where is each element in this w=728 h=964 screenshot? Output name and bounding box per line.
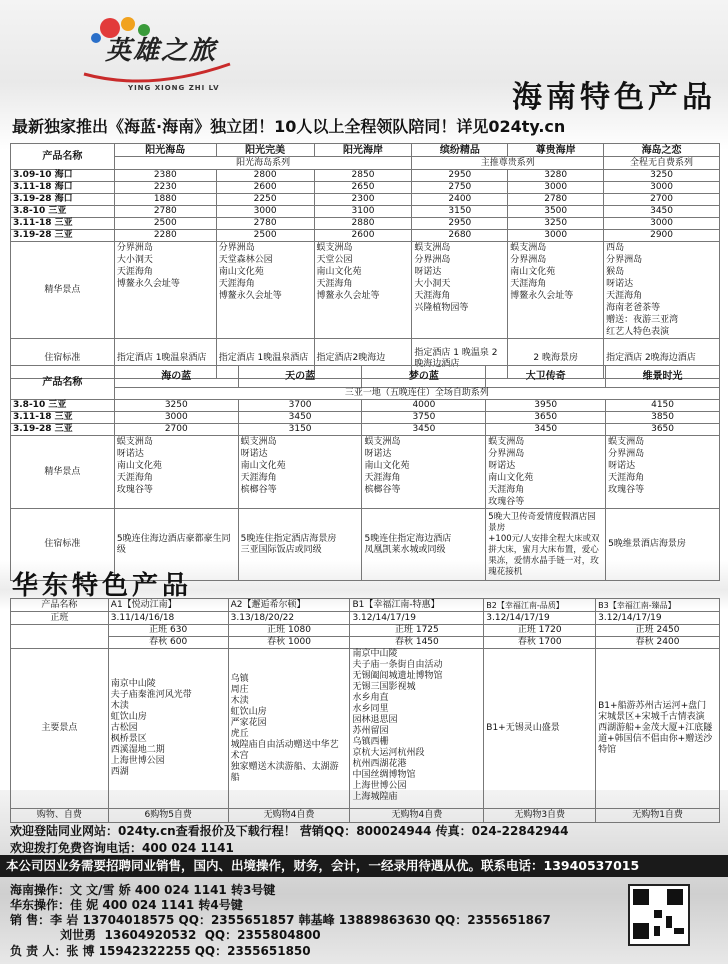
t2-spots-label: 精华景点 [11, 436, 115, 509]
spot: 天堂公园 [316, 255, 353, 265]
east-china-table [10, 598, 720, 823]
t3-shop: 无购物4自费 [350, 809, 484, 823]
spot: 天涯海角 [510, 279, 547, 289]
t3-price: 春秋 1450 [350, 637, 484, 649]
spot: 海南老爸茶等 [606, 303, 661, 313]
t3-spots-label: 主要景点 [11, 649, 109, 809]
t2-spots-cell [238, 436, 362, 509]
t2-col: 海の蓝 [114, 366, 238, 388]
price-cell: 2850 [314, 170, 412, 182]
t3-price: 春秋 1000 [228, 637, 350, 649]
price-cell: 2780 [216, 218, 314, 230]
t3-col: B2【幸福江南-品质】 [484, 599, 596, 612]
t1-col: 阳光海岸 [314, 144, 412, 157]
row-dates: 3.09-10 海口 [11, 170, 115, 182]
hainan-title: 海南特色产品 [512, 80, 716, 115]
table-row [11, 194, 720, 206]
t1-spots-cell [508, 242, 604, 339]
spot: 天堂森林公园 [218, 255, 273, 265]
east-ops: 华东操作：佳 妮 400 024 1141 转4号键 [10, 898, 243, 912]
t3-price: 春秋 600 [108, 637, 228, 649]
spot: 分界洲岛 [608, 449, 645, 459]
price-cell: 2600 [216, 182, 314, 194]
spot: 天涯海角 [414, 291, 451, 301]
price-cell: 4150 [606, 400, 720, 412]
spot: 大小洞天 [414, 279, 451, 289]
price-cell: 3450 [486, 424, 606, 436]
t1-spots-cell [604, 242, 720, 339]
price-cell: 3250 [114, 400, 238, 412]
price-cell: 2950 [412, 170, 508, 182]
price-cell: 2900 [604, 230, 720, 242]
price-cell: 2230 [114, 182, 216, 194]
t1-col: 海岛之恋 [604, 144, 720, 157]
spot: 蜈支洲岛 [510, 243, 547, 253]
price-cell: 3700 [238, 400, 362, 412]
t3-price: 春秋 1700 [484, 637, 596, 649]
t2-col: 维景时光 [606, 366, 720, 388]
t1-series: 主推尊贵系列 [412, 157, 604, 170]
price-cell: 2300 [314, 194, 412, 206]
price-cell: 2680 [412, 230, 508, 242]
logo-subtitle: YING XIONG ZHI LV [128, 84, 220, 92]
t3-shop-label: 购物、自费 [11, 809, 109, 823]
spot: 天涯海角 [316, 279, 353, 289]
spot: 蜈支洲岛 [316, 243, 353, 253]
t1-spots-cell [412, 242, 508, 339]
t1-spots-cell [216, 242, 314, 339]
price-cell: 3000 [604, 182, 720, 194]
sales-line-1: 销 售：李 岩 13704018575 QQ：2355651857 韩基峰 13889863630 QQ：2355651867 [10, 913, 551, 927]
t2-series: 三亚一地（五晚连住）全场自助系列 [114, 388, 719, 400]
spot: 南山文化苑 [488, 473, 534, 483]
t2-col: 大卫传奇 [486, 366, 606, 388]
t3-col: B3【幸福江南-臻品】 [596, 599, 720, 612]
t1-series: 阳光海岛系列 [114, 157, 412, 170]
table-row [11, 412, 720, 424]
price-cell: 2650 [314, 182, 412, 194]
t2-hotel-cell: 5晚大卫传奇爱情度假酒店园景房 +100元/人安排全程大床或双拼大床，蜜月大床布置，爱心果冻，爱情水晶手链一对，玫瑰花接机 [486, 509, 606, 581]
spot: 天涯海角 [364, 473, 401, 483]
t3-price: 正班 630 [108, 625, 228, 637]
t2-col: 天の蓝 [238, 366, 362, 388]
t2-spots-cell [362, 436, 486, 509]
t2-spots-cell [486, 436, 606, 509]
row-dates: 3.11-18 三亚 [11, 412, 115, 424]
table-row [11, 424, 720, 436]
spot: 蜈支洲岛 [608, 437, 645, 447]
table-row [11, 400, 720, 412]
spot: 西岛 [606, 243, 625, 253]
t1-price-rows [11, 170, 720, 242]
price-cell: 2600 [314, 230, 412, 242]
t1-spots-cell [314, 242, 412, 339]
price-cell: 3650 [486, 412, 606, 424]
t2-col: 梦の蓝 [362, 366, 486, 388]
t2-spots-cell [606, 436, 720, 509]
t3-sched: 3.12/14/17/19 [596, 612, 720, 625]
price-cell: 2700 [114, 424, 238, 436]
recruit-bar: 本公司因业务需要招聘同业销售，国内、出境操作，财务，会计，一经录用待遇从优。联系电话：13940537015 [0, 855, 728, 877]
t3-blank [11, 625, 109, 649]
t3-price: 春秋 2400 [596, 637, 720, 649]
spot: 天涯海角 [240, 473, 277, 483]
row-dates: 3.19-28 三亚 [11, 424, 115, 436]
t3-price: 正班 2450 [596, 625, 720, 637]
price-cell: 3150 [412, 206, 508, 218]
price-cell: 3450 [604, 206, 720, 218]
t3-shop: 无购物3自费 [484, 809, 596, 823]
table-row [11, 170, 720, 182]
price-cell: 3250 [604, 170, 720, 182]
price-cell: 2880 [314, 218, 412, 230]
t1-spots-label: 精华景点 [11, 242, 115, 339]
t3-name-label: 产品名称 [11, 599, 109, 612]
price-cell: 2400 [412, 194, 508, 206]
price-cell: 2950 [412, 218, 508, 230]
spot: 博鳌永久会址等 [218, 291, 282, 301]
price-cell: 3280 [508, 170, 604, 182]
spot: 博鳌永久会址等 [316, 291, 380, 301]
t3-price: 正班 1080 [228, 625, 350, 637]
spot: 玫瑰谷等 [488, 497, 525, 507]
price-cell: 3000 [604, 218, 720, 230]
spot: 天涯海角 [608, 473, 645, 483]
spot: 南山文化苑 [240, 461, 286, 471]
t3-sched: 3.12/14/17/19 [350, 612, 484, 625]
t3-sched: 3.13/18/20/22 [228, 612, 350, 625]
east-china-title: 华东特色产品 [12, 571, 193, 601]
price-cell: 4000 [362, 400, 486, 412]
spot: 分界洲岛 [488, 449, 525, 459]
spot: 天涯海角 [116, 267, 153, 277]
spot: 玫瑰谷等 [116, 485, 153, 495]
spot: 天涯海角 [488, 485, 525, 495]
price-cell: 3850 [606, 412, 720, 424]
spot: 分界洲岛 [116, 243, 153, 253]
spot: 分界洲岛 [414, 255, 451, 265]
spot: 呀诺达 [606, 279, 634, 289]
spot: 分界洲岛 [510, 255, 547, 265]
t3-shop: 6购物5自费 [108, 809, 228, 823]
price-cell: 3150 [238, 424, 362, 436]
table-row [11, 230, 720, 242]
price-cell: 3000 [508, 230, 604, 242]
t1-col: 尊贵海岸 [508, 144, 604, 157]
table-row [11, 218, 720, 230]
t3-sched: 3.11/14/16/18 [108, 612, 228, 625]
spot: 兴隆植物园等 [414, 303, 469, 313]
t2-hotel-cell: 5晚连住海边酒店豪都豪生同级 [114, 509, 238, 581]
t2-hotel-label: 住宿标准 [11, 509, 115, 581]
spot: 蜈支洲岛 [364, 437, 401, 447]
t1-hotel-cell: 指定酒店2晚海边 [314, 339, 412, 379]
spot: 博鳌永久会址等 [510, 291, 574, 301]
t1-hotel-cell: 指定酒店 1 晚温泉 2 晚海边酒店 [412, 339, 508, 379]
price-cell: 3450 [362, 424, 486, 436]
spot: 南山文化苑 [218, 267, 264, 277]
price-cell: 3000 [114, 412, 238, 424]
t2-hotel-cell: 5晚维景酒店海景房 [606, 509, 720, 581]
price-cell: 2780 [508, 194, 604, 206]
row-dates: 3.19-28 海口 [11, 194, 115, 206]
qr-code-icon [628, 884, 690, 946]
t3-col: B1【幸福江南-特惠】 [350, 599, 484, 612]
t3-spots-cell: 南京中山陵 夫子庙秦淮河风光带 木渎 虹饮山房 古松园 枫桥景区 西溪湿地二期 上海世博公园 西湖 [108, 649, 228, 809]
row-dates: 3.11-18 海口 [11, 182, 115, 194]
table-row [11, 182, 720, 194]
t3-spots-cell: 南京中山陵 夫子庙一条街自由活动 无锡阖闾城遗址博物馆 无锡三国影视城 水乡甪直 水乡同里 园林退思园 苏州留园 乌镇西栅 京杭大运河杭州段 杭州西湖花港 中国丝绸博物馆 上海世博公园 上海城隍庙 [350, 649, 484, 809]
price-cell: 1880 [114, 194, 216, 206]
price-cell: 2780 [114, 206, 216, 218]
hainan-table-1 [10, 143, 720, 379]
t2-spots-cell [114, 436, 238, 509]
spot: 南山文化苑 [316, 267, 362, 277]
footer-website-line: 欢迎登陆同业网站：024ty.cn查看报价及下载行程！ 营销QQ：800024944 传真：024-22842944 [10, 824, 569, 838]
t3-price: 正班 1720 [484, 625, 596, 637]
t2-hotel-cell: 5晚连住指定酒店海景房 三亚国际饭店或同级 [238, 509, 362, 581]
row-dates: 3.11-18 三亚 [11, 218, 115, 230]
spot: 大小洞天 [116, 255, 153, 265]
t1-series: 全程无自费系列 [604, 157, 720, 170]
spot: 呀诺达 [116, 449, 144, 459]
spot: 槟榔谷等 [240, 485, 277, 495]
spot: 呀诺达 [240, 449, 268, 459]
spot: 蜈支洲岛 [414, 243, 451, 253]
t2-name-label: 产品名称 [11, 366, 115, 400]
t3-sched: 3.12/14/17/19 [484, 612, 596, 625]
price-cell: 2750 [412, 182, 508, 194]
spot: 南山文化苑 [510, 267, 556, 277]
t1-name-label: 产品名称 [11, 144, 115, 170]
t1-hotel-cell: 指定酒店 1晚温泉酒店 [216, 339, 314, 379]
spot: 槟榔谷等 [364, 485, 401, 495]
t1-hotel-label: 住宿标准 [11, 339, 115, 379]
spot: 呀诺达 [608, 461, 636, 471]
t1-spots-cell [114, 242, 216, 339]
t1-col: 阳光海岛 [114, 144, 216, 157]
price-cell: 3100 [314, 206, 412, 218]
footer-hotline: 欢迎拨打免费咨询电话：400 024 1141 [10, 841, 234, 855]
spot: 博鳌永久会址等 [116, 279, 180, 289]
hainan-table-2 [10, 365, 720, 581]
t1-col: 缤纷精品 [412, 144, 508, 157]
t3-sched-label: 正班 [11, 612, 109, 625]
spot: 呀诺达 [488, 461, 516, 471]
headline: 最新独家推出《海蓝·海南》独立团！10人以上全程领队陪同！详见024ty.cn [12, 117, 566, 136]
price-cell: 3250 [508, 218, 604, 230]
price-cell: 2250 [216, 194, 314, 206]
price-cell: 2280 [114, 230, 216, 242]
spot: 分界洲岛 [606, 255, 643, 265]
price-cell: 3650 [606, 424, 720, 436]
t3-spots-cell: B1+船游苏州古运河+盘门 宋城景区+宋城千古情表演 西湖游船+金茂大厦+江底隧道+韩国信不倡由你+赠送沙特馆 [596, 649, 720, 809]
t1-hotel-cell: 2 晚海景房 [508, 339, 604, 379]
price-cell: 2380 [114, 170, 216, 182]
spot: 南山文化苑 [364, 461, 410, 471]
spot: 玫瑰谷等 [608, 485, 645, 495]
t1-hotel-cell: 指定酒店 1晚温泉酒店 [114, 339, 216, 379]
t3-price: 正班 1725 [350, 625, 484, 637]
row-dates: 3.19-28 三亚 [11, 230, 115, 242]
row-dates: 3.8-10 三亚 [11, 400, 115, 412]
spot: 红艺人特色表演 [606, 327, 670, 337]
spot: 呀诺达 [414, 267, 442, 277]
sales-line-2: 刘世勇 13604920532 QQ：2355804800 [10, 928, 321, 942]
t1-col: 阳光完美 [216, 144, 314, 157]
price-cell: 2500 [114, 218, 216, 230]
price-cell: 3450 [238, 412, 362, 424]
t3-spots-cell: B1+无锡灵山盛景 [484, 649, 596, 809]
price-cell: 2700 [604, 194, 720, 206]
t3-shop: 无购物1自费 [596, 809, 720, 823]
spot: 天涯海角 [116, 473, 153, 483]
price-cell: 3000 [216, 206, 314, 218]
t2-hotel-cell: 5晚连住指定海边酒店 凤凰凯莱水城或同级 [362, 509, 486, 581]
spot: 南山文化苑 [116, 461, 162, 471]
spot: 蜈支洲岛 [116, 437, 153, 447]
price-cell: 3500 [508, 206, 604, 218]
spot: 蜈支洲岛 [488, 437, 525, 447]
t3-col: A1【悦动江南】 [108, 599, 228, 612]
price-cell: 2500 [216, 230, 314, 242]
spot: 蜈支洲岛 [240, 437, 277, 447]
spot: 分界洲岛 [218, 243, 255, 253]
t3-col: A2【邂逅希尔顿】 [228, 599, 350, 612]
t3-shop: 无购物4自费 [228, 809, 350, 823]
spot: 呀诺达 [364, 449, 392, 459]
table-row [11, 206, 720, 218]
spot: 赠送：夜游三亚湾 [606, 315, 679, 325]
price-cell: 3950 [486, 400, 606, 412]
price-cell: 3000 [508, 182, 604, 194]
t3-spots-cell: 乌镇 周庄 木渎 虹饮山房 严家花园 虎丘 城隍庙自由活动赠送中华艺术宫 独家赠送木渎游船、太湖游船 [228, 649, 350, 809]
spot: 猴岛 [606, 267, 625, 277]
row-dates: 3.8-10 三亚 [11, 206, 115, 218]
spot: 天涯海角 [606, 291, 643, 301]
price-cell: 2800 [216, 170, 314, 182]
spot: 天涯海角 [218, 279, 255, 289]
price-cell: 3750 [362, 412, 486, 424]
t1-hotel-cell: 指定酒店 2晚海边酒店 [604, 339, 720, 379]
hainan-ops: 海南操作：文 文/雪 娇 400 024 1141 转3号键 [10, 883, 276, 897]
logo-text: 英雄之旅 [105, 36, 218, 66]
manager-line: 负 责 人：张 博 15942322255 QQ：2355651850 [10, 944, 311, 958]
